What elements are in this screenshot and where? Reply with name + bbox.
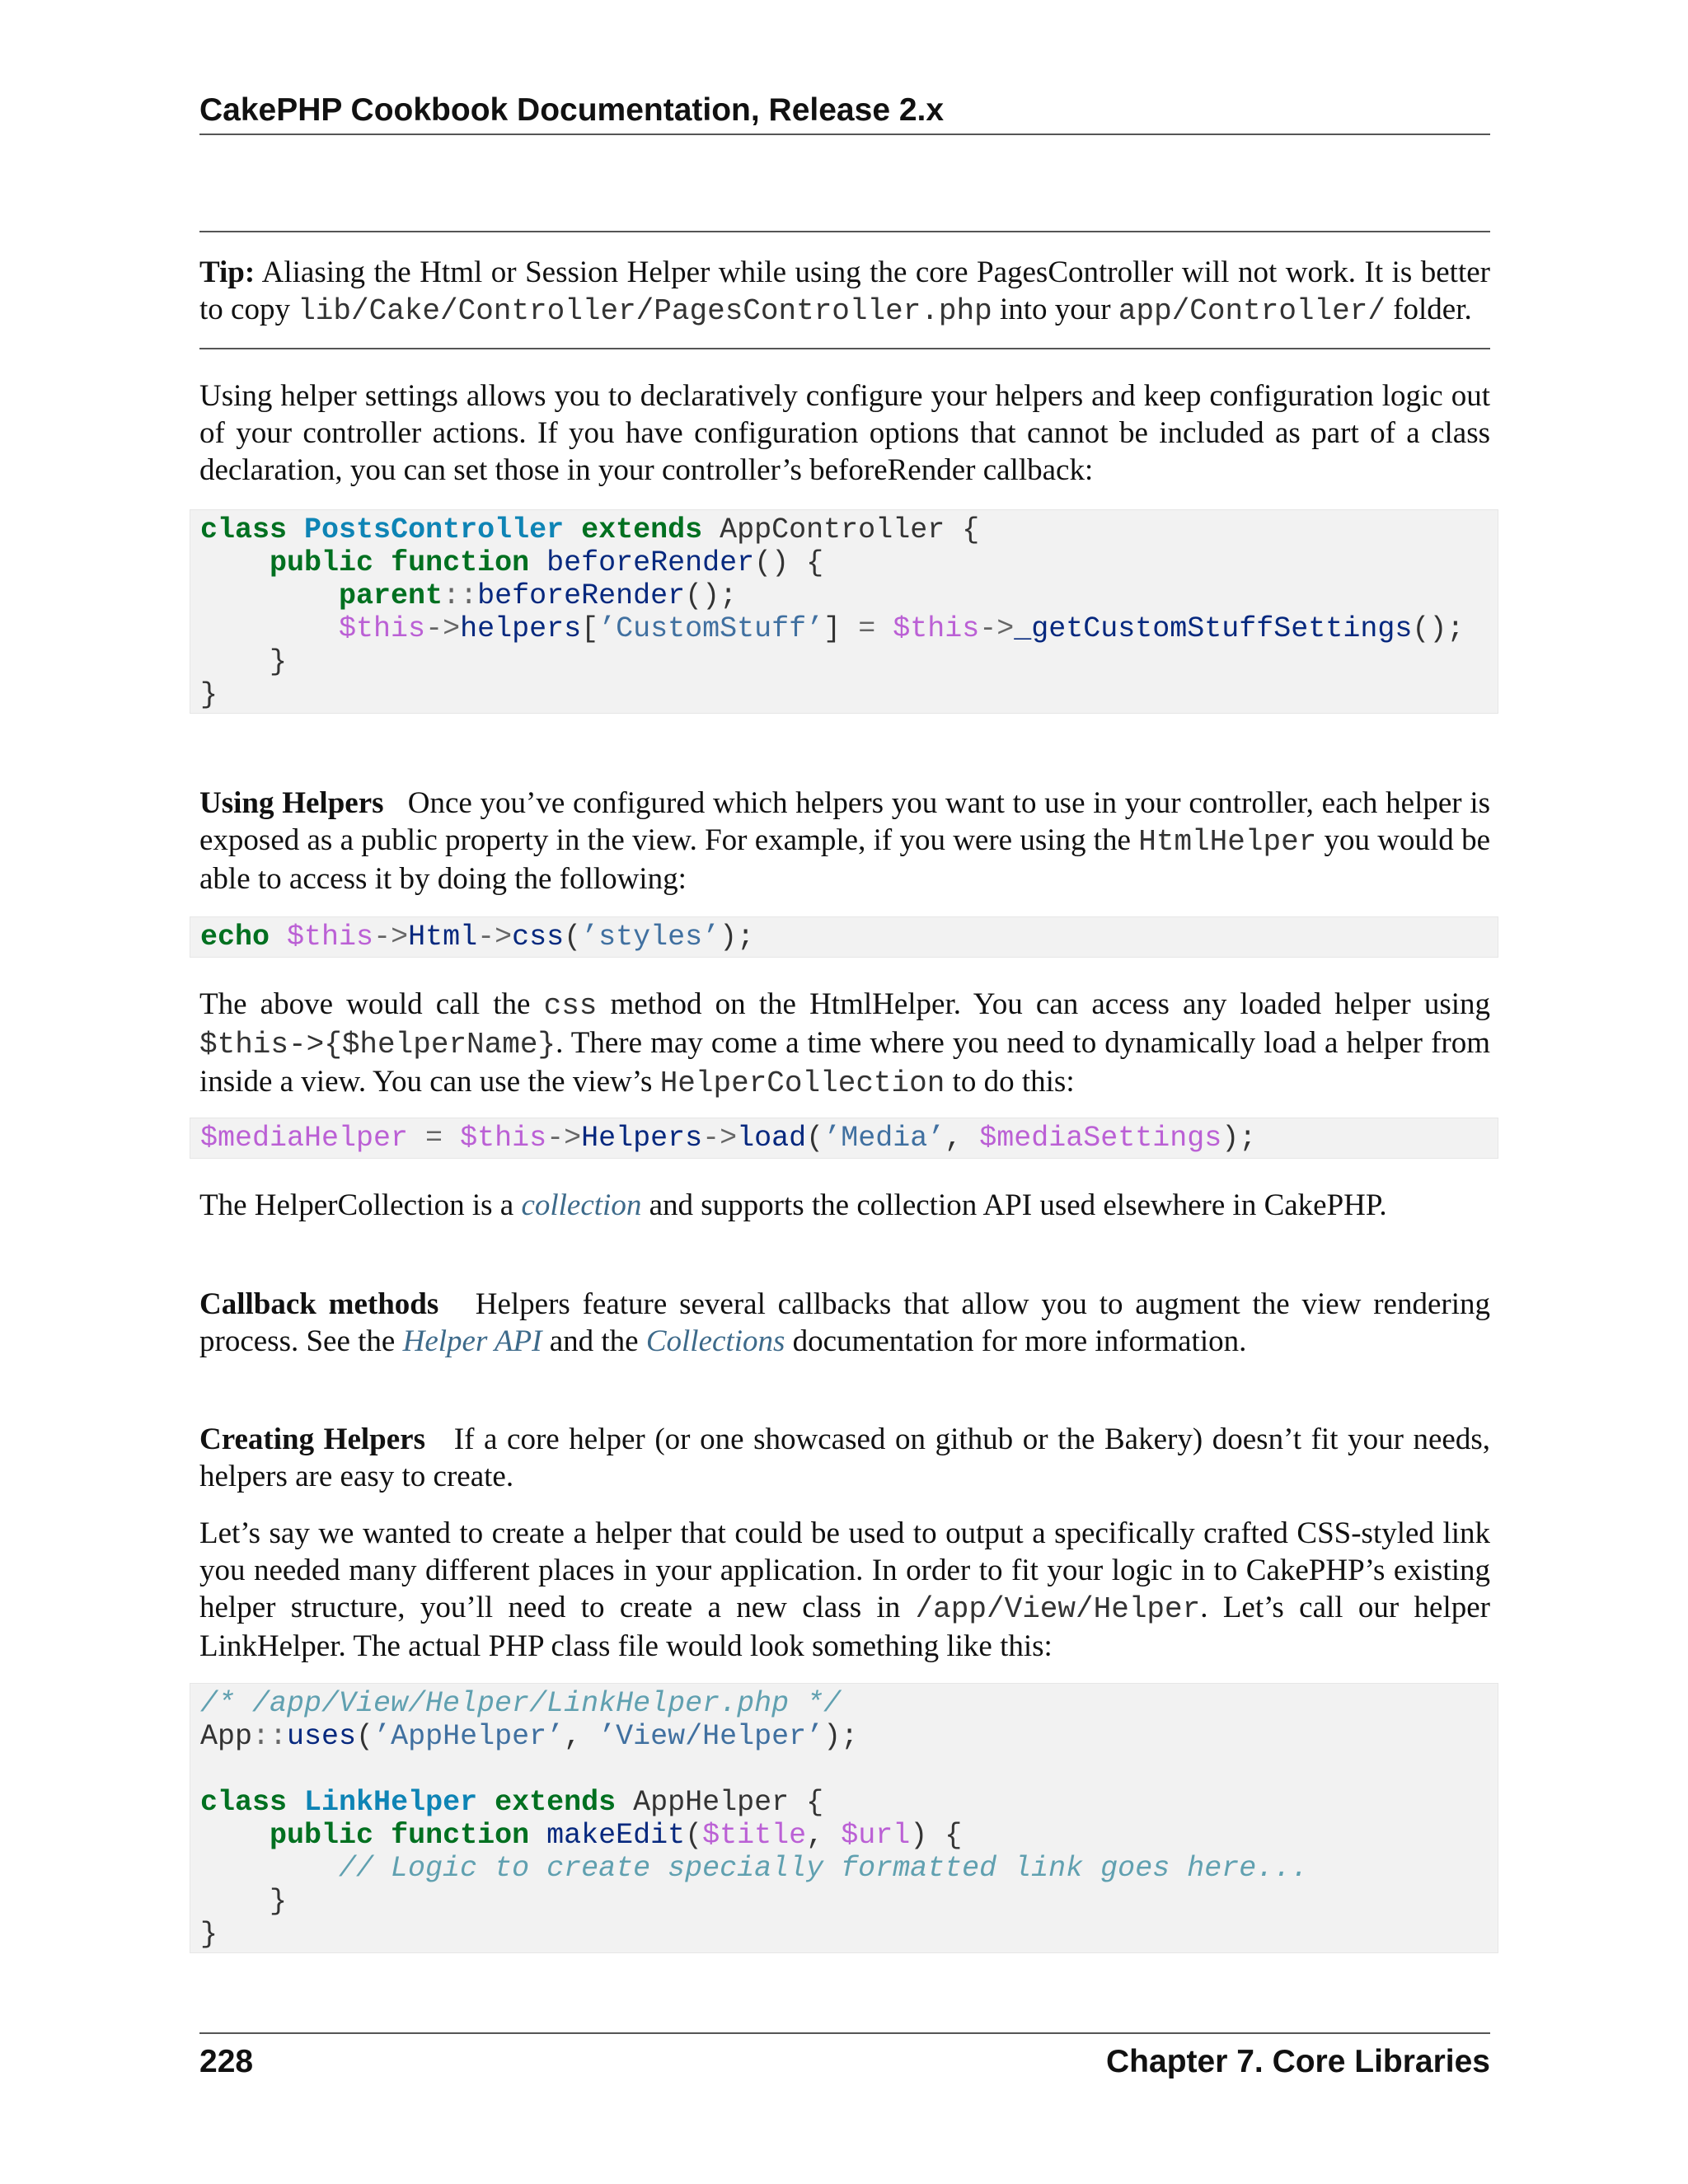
htmlhelper-link[interactable]: HtmlHelper: [1138, 825, 1317, 859]
heading-callback-methods: Callback methods: [199, 1287, 439, 1321]
chapter-title: Chapter 7. Core Libraries: [1106, 2044, 1490, 2079]
section-creating-helpers: Creating Helpers If a core helper (or one showcased on github or the Bakery) doesn’t fit your needs, helpers are easy to create.: [199, 1422, 1490, 1493]
footer-rule: [199, 2032, 1490, 2034]
section-callback-methods: Callback methods Helpers feature several callbacks that allow you to augment the view rendering process. See the Helper API and the Collections documentation for more information.: [199, 1287, 1491, 1358]
code-block-load-helper: $mediaHelper = $this->Helpers->load(’Media’, $mediaSettings);: [190, 1118, 1498, 1159]
code-block-echo-css: echo $this->Html->css(’styles’);: [190, 916, 1498, 958]
header-rule: [199, 134, 1490, 135]
helper-api-link[interactable]: Helper API: [402, 1324, 542, 1358]
tip-code-path: lib/Cake/Controller/PagesController.php: [298, 294, 992, 328]
collection-link[interactable]: collection: [521, 1188, 642, 1222]
collections-link[interactable]: Collections: [645, 1324, 785, 1358]
page-number: 228: [199, 2044, 254, 2079]
tip-top-rule: [199, 231, 1490, 232]
paragraph-html-helper-access: The above would call the css method on the HtmlHelper. You can access any loaded helper using $this->{$helperName}. There may come a time where you need to dynamically load a helper from inside a view. You can use the view’s HelperCollection to do this:: [199, 987, 1491, 1100]
heading-creating-helpers: Creating Helpers: [199, 1422, 425, 1456]
tip-code-folder: app/Controller/: [1118, 294, 1386, 328]
tip-label: Tip:: [199, 255, 256, 289]
code-block-posts-controller: class PostsController extends AppController { public function beforeRender() { parent::beforeRender(); $this->helpers[’CustomStuff’] = $this->_getCustomStuffSettings(); } }: [190, 509, 1498, 714]
section-using-helpers: Using Helpers Once you’ve configured which helpers you want to use in your controller, each helper is exposed as a public property in the view. For example, if you were using the HtmlHelper you would be able to access it by doing the following:: [199, 786, 1491, 896]
paragraph-helper-collection: The HelperCollection is a collection and supports the collection API used elsewhere in CakePHP.: [199, 1188, 1387, 1222]
tip-admonition: Tip: Aliasing the Html or Session Helper while using the core PagesController will not work. It is better to copy lib/Cake/Controller/PagesController.php into your app/Controller/ folder.: [199, 255, 1490, 328]
paragraph-helper-settings: Using helper settings allows you to declaratively configure your helpers and keep configuration logic out of your controller actions. If you have configuration options that cannot be included as part of a class declaration, you can set those in your controller’s beforeRender callback:: [199, 379, 1490, 487]
paragraph-link-helper: Let’s say we wanted to create a helper that could be used to output a specifically crafted CSS-styled link you needed many different places in your application. In order to fit your logic in to CakePHP’s existing helper structure, you’ll need to create a new class in /app/View/Helper. Let’s call our helper LinkHelper. The actual PHP class file would look something like this:: [199, 1516, 1490, 1663]
code-block-link-helper: /* /app/View/Helper/LinkHelper.php */ App::uses(’AppHelper’, ’View/Helper’); class LinkHelper extends AppHelper { public function makeEdit($title, $url) { // Logic to create specially formatted link goes here... } }: [190, 1683, 1498, 1953]
tip-bottom-rule: [199, 348, 1490, 349]
heading-using-helpers: Using Helpers: [199, 786, 384, 820]
running-header: CakePHP Cookbook Documentation, Release 2.x: [199, 92, 945, 128]
